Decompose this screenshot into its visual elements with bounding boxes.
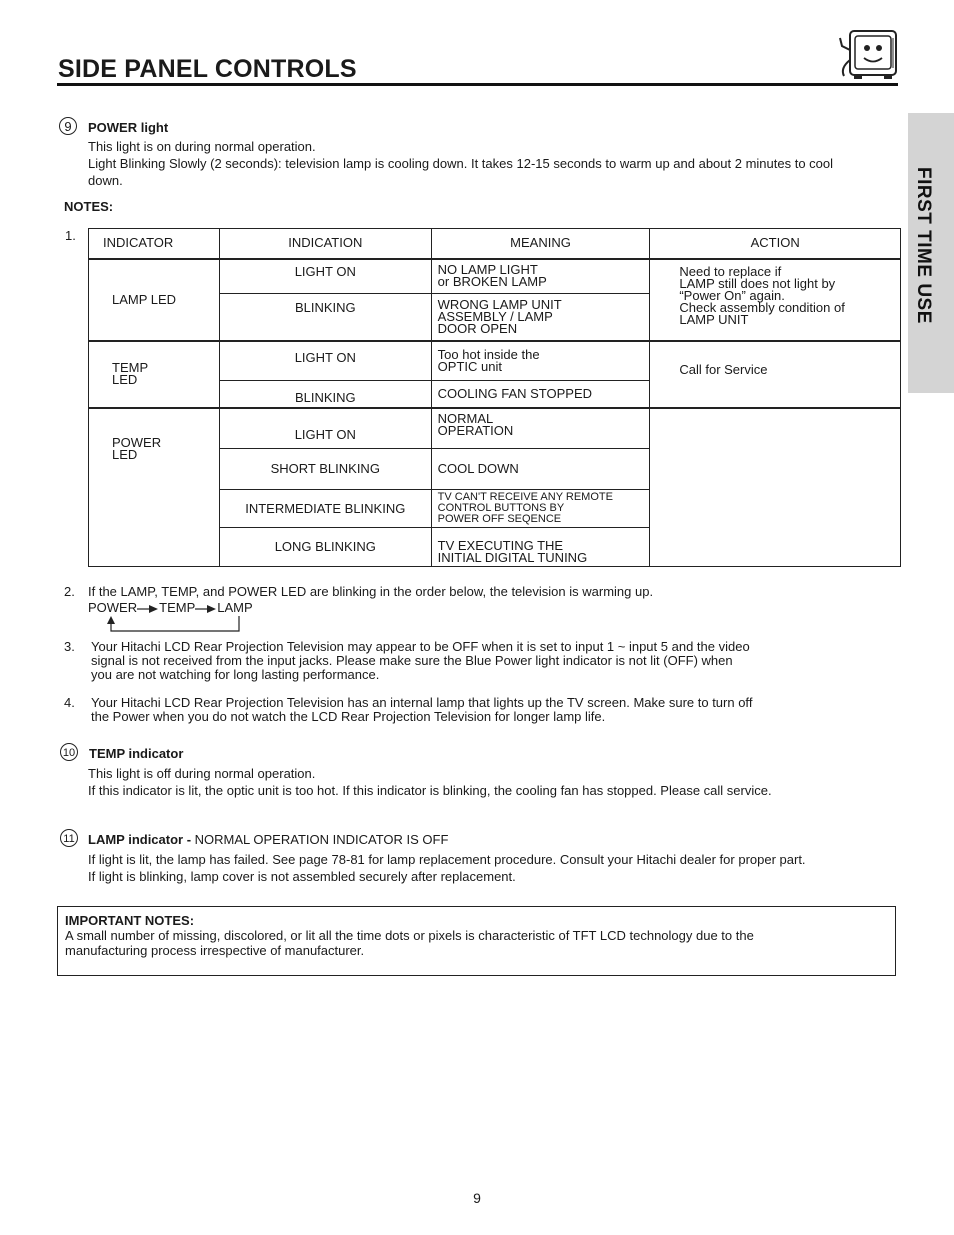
- note-3-number: 3.: [64, 639, 75, 654]
- meaning-cell: COOL DOWN: [431, 449, 650, 490]
- indication-cell: LIGHT ON: [219, 259, 431, 294]
- header-action: ACTION: [650, 229, 901, 259]
- meaning-cell: NORMAL OPERATION: [431, 408, 650, 449]
- action-lamp-cell: Need to replace if LAMP still does not light by “Power On” again. Check assembly condition of LAMP UNIT: [650, 259, 901, 341]
- meaning-cell: TV CAN'T RECEIVE ANY REMOTE CONTROL BUTTONS BY POWER OFF SEQENCE: [431, 490, 650, 528]
- indicator-temp-led: TEMP LED: [89, 341, 220, 408]
- loop-back-arrow-icon: [104, 615, 244, 635]
- item-9-heading: POWER light: [88, 120, 169, 135]
- arrow-right-icon: [137, 604, 159, 614]
- indicator-table: [88, 228, 901, 567]
- item-11-number: 11: [60, 829, 78, 847]
- note-2-number: 2.: [64, 584, 75, 599]
- table-header-row: [89, 229, 901, 259]
- header-indicator: INDICATOR: [89, 229, 220, 259]
- note-3-text: Your Hitachi LCD Rear Projection Television may appear to be OFF when it is set to input 1 ~ input 5 and the video signal is not received from the input jacks. Please make sure the Blue Power light indicator is not lit (OFF) when you are not watching for long lasting performance.: [91, 639, 750, 682]
- important-notes-text: A small number of missing, discolored, or lit all the time dots or pixels is characteristic of TFT LCD technology due to the manufacturing process irrespective of manufacturer.: [65, 928, 754, 958]
- indication-cell: SHORT BLINKING: [219, 449, 431, 490]
- meaning-cell: NO LAMP LIGHT or BROKEN LAMP: [431, 259, 650, 294]
- meaning-cell: WRONG LAMP UNIT ASSEMBLY / LAMP DOOR OPEN: [431, 294, 650, 341]
- indication-cell: LIGHT ON: [219, 341, 431, 381]
- action-power-cell: [650, 408, 901, 567]
- table-row: [89, 408, 901, 449]
- notes-label: NOTES:: [64, 199, 114, 214]
- page-title: SIDE PANEL CONTROLS: [58, 55, 357, 83]
- action-temp-cell: Call for Service: [650, 341, 901, 408]
- indication-cell: INTERMEDIATE BLINKING: [219, 490, 431, 528]
- table-row: [89, 259, 901, 294]
- item-10-number: 10: [60, 743, 78, 761]
- indication-cell: BLINKING: [219, 294, 431, 341]
- item-9-number: 9: [59, 117, 77, 135]
- item-9-body: This light is on during normal operation. Light Blinking Slowly (2 seconds): television lamp is cooling down. It takes 12-15 seconds to warm up and about 2 minutes to cool down.: [88, 139, 834, 188]
- item-11-body: If light is lit, the lamp has failed. See page 78-81 for lamp replacement procedure. Consult your Hitachi dealer for proper part. If light is blinking, lamp cover is not assembled securely after replacement.: [88, 852, 806, 884]
- meaning-cell: Too hot inside the OPTIC unit: [431, 341, 650, 381]
- side-tab-label: FIRST TIME USE: [913, 167, 934, 324]
- item-11-heading: LAMP indicator - NORMAL OPERATION INDICATOR IS OFF: [88, 832, 449, 847]
- indication-cell: LIGHT ON: [219, 408, 431, 449]
- warmup-sequence: POWER TEMP LAMP: [88, 600, 253, 615]
- item-10-body: This light is off during normal operation. If this indicator is lit, the optic unit is too hot. If this indicator is blinking, the cooling fan has stopped. Please call service.: [88, 766, 772, 798]
- header-indication: INDICATION: [219, 229, 431, 259]
- indication-cell: LONG BLINKING: [219, 528, 431, 567]
- table-row: [89, 341, 901, 381]
- page-number: 9: [473, 1190, 481, 1206]
- indicator-power-led: POWER LED: [89, 408, 220, 567]
- important-notes-box: [57, 906, 896, 976]
- note-4-number: 4.: [64, 695, 75, 710]
- tv-mascot-icon: [836, 28, 900, 80]
- important-notes-heading: IMPORTANT NOTES:: [65, 913, 195, 928]
- indication-cell: BLINKING: [219, 381, 431, 408]
- arrow-right-icon: [195, 604, 217, 614]
- header-meaning: MEANING: [431, 229, 650, 259]
- meaning-cell: COOLING FAN STOPPED: [431, 381, 650, 408]
- title-rule: [57, 83, 898, 86]
- meaning-cell: TV EXECUTING THE INITIAL DIGITAL TUNING: [431, 528, 650, 567]
- note-1-number: 1.: [65, 228, 76, 243]
- note-4-text: Your Hitachi LCD Rear Projection Television has an internal lamp that lights up the TV screen. Make sure to turn off the Power when you do not watch the LCD Rear Projection Television for longer lamp life.: [91, 695, 753, 724]
- indicator-lamp-led: LAMP LED: [89, 259, 220, 341]
- note-2-text: If the LAMP, TEMP, and POWER LED are blinking in the order below, the television is warming up.: [88, 584, 654, 599]
- section-side-tab: [908, 113, 954, 393]
- item-10-heading: TEMP indicator: [89, 746, 184, 761]
